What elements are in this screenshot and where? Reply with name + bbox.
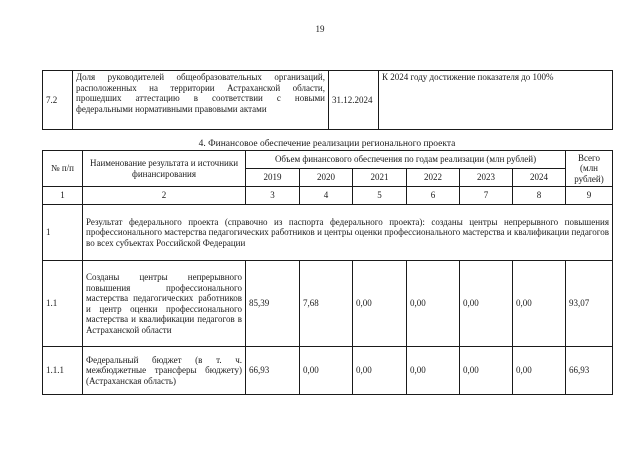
indicator-description: Доля руководителей общеобразовательных организаций, расположенных на территории Астраханской области, прошедших аттестацию в соответствии с новыми федеральными нормативными правовыми актами: [73, 71, 329, 130]
row-value: 0,00: [353, 347, 407, 395]
column-numbers-row: [43, 187, 613, 205]
header-year: 2023: [460, 169, 513, 187]
row-value: 0,00: [513, 347, 566, 395]
row-value: 66,93: [246, 347, 300, 395]
column-number: 7: [460, 187, 513, 205]
page-number: 19: [315, 24, 325, 34]
finance-table: [42, 150, 613, 395]
row-value: 85,39: [246, 261, 300, 347]
row-number: 1.1: [43, 261, 83, 347]
column-number: 1: [43, 187, 83, 205]
table-row: [43, 261, 613, 347]
header-year: 2020: [300, 169, 353, 187]
row-number: 1.1.1: [43, 347, 83, 395]
row-value: 0,00: [353, 261, 407, 347]
row-name: Федеральный бюджет (в т. ч. межбюджетные трансферы бюджету) (Астраханская область): [83, 347, 246, 395]
table-row: [43, 347, 613, 395]
result-number: 1: [43, 205, 83, 261]
row-value: 7,68: [300, 261, 353, 347]
column-number: 9: [566, 187, 613, 205]
header-row: [43, 151, 613, 169]
column-number: 4: [300, 187, 353, 205]
header-num: № п/п: [43, 151, 83, 187]
header-volume: Объем финансового обеспечения по годам реализации (млн рублей): [246, 151, 566, 169]
indicator-table: [42, 70, 613, 130]
header-year: 2019: [246, 169, 300, 187]
result-text: Результат федерального проекта (справочно из паспорта федерального проекта): созданы центры непрерывного повышения профессионального мастерства педагогических работников и центры оценки профессионального мастерства и квалификации педагогов во всех субъектах Российской Федерации: [83, 205, 613, 261]
row-value: 0,00: [460, 261, 513, 347]
column-number: 6: [407, 187, 460, 205]
table-row: [43, 71, 613, 130]
row-total: 66,93: [566, 347, 613, 395]
column-number: 2: [83, 187, 246, 205]
result-row: [43, 205, 613, 261]
column-number: 8: [513, 187, 566, 205]
header-year: 2022: [407, 169, 460, 187]
row-value: 0,00: [460, 347, 513, 395]
indicator-note: К 2024 году достижение показателя до 100%: [379, 71, 613, 130]
column-number: 3: [246, 187, 300, 205]
indicator-number: 7.2: [43, 71, 73, 130]
header-year: 2021: [353, 169, 407, 187]
header-total: Всего (млн рублей): [566, 151, 613, 187]
header-year: 2024: [513, 169, 566, 187]
header-name: Наименование результата и источники финансирования: [83, 151, 246, 187]
row-name: Созданы центры непрерывного повышения профессионального мастерства педагогических работников и центр оценки профессионального мастерства и квалификации педагогов в Астраханской области: [83, 261, 246, 347]
row-value: 0,00: [407, 347, 460, 395]
row-value: 0,00: [407, 261, 460, 347]
indicator-date: 31.12.2024: [329, 71, 379, 130]
row-total: 93,07: [566, 261, 613, 347]
row-value: 0,00: [300, 347, 353, 395]
section-title: 4. Финансовое обеспечение реализации регионального проекта: [198, 139, 456, 149]
row-value: 0,00: [513, 261, 566, 347]
column-number: 5: [353, 187, 407, 205]
